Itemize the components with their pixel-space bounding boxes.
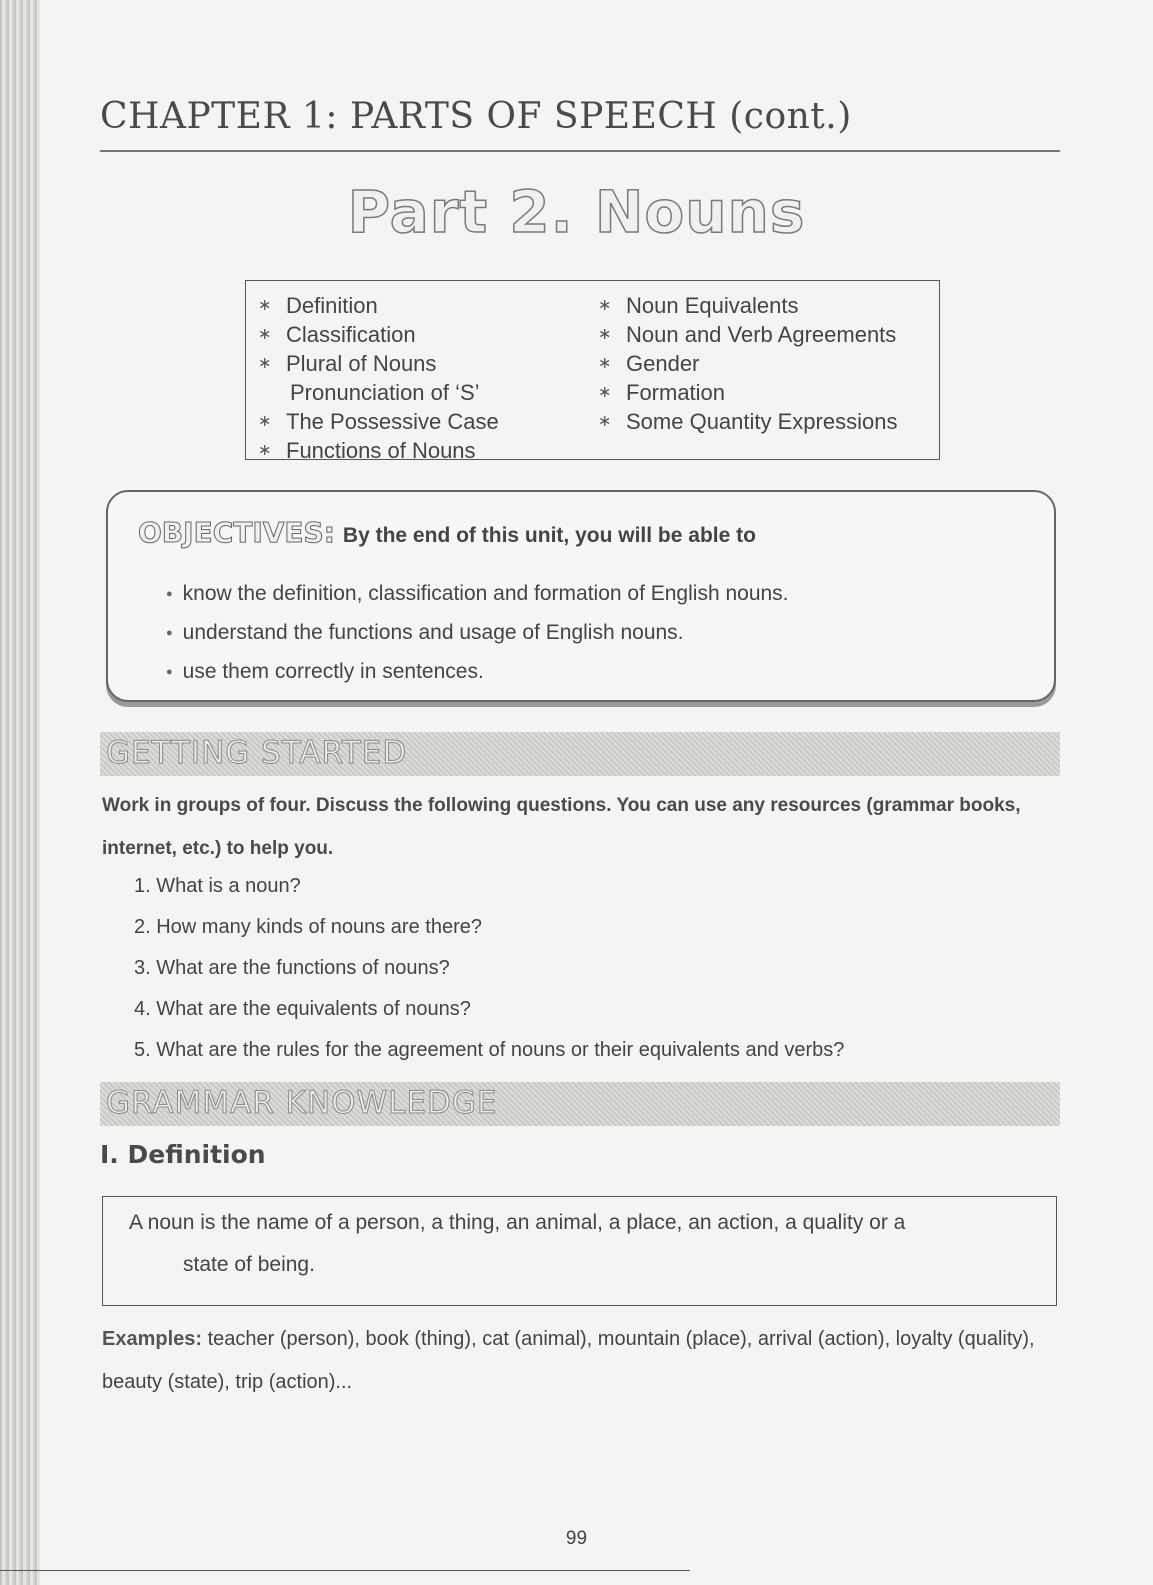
asterisk-icon: ∗ [598,413,612,430]
definition-box [102,1196,1057,1306]
asterisk-icon: ∗ [598,297,612,314]
definition-text-line1: A noun is the name of a person, a thing, an animal, a place, an action, a quality or a [129,1211,906,1234]
asterisk-icon: ∗ [258,442,272,459]
contents-item: ∗ Classification [258,322,416,347]
contents-item: ∗ Plural of Nouns [258,351,437,376]
contents-right-column [598,291,897,436]
objectives-label: OBJECTIVES: [138,516,335,549]
contents-subitem: Pronunciation of ‘S’ [290,380,480,405]
objective-item: ● understand the functions and usage of English nouns. [166,615,789,654]
section-title-definition: I. Definition [100,1140,266,1169]
part-title: Part 2. Nouns [347,178,806,246]
definition-text-line2: state of being. [183,1253,315,1276]
objectives-list [166,576,789,693]
objectives-header [138,516,756,549]
bottom-edge-line [0,1570,690,1571]
asterisk-icon: ∗ [258,413,272,430]
contents-item: ∗ Formation [598,380,726,405]
asterisk-icon: ∗ [258,355,272,372]
contents-left-column [258,291,499,465]
objective-item: ● use them correctly in sentences. [166,654,789,693]
question-item: 4. What are the equivalents of nouns? [134,998,471,1020]
examples-label: Examples: [102,1328,203,1350]
contents-item: ∗ Gender [598,351,700,376]
page-number: 99 [565,1528,588,1549]
contents-box [245,280,940,463]
getting-started-heading: GETTING STARTED [106,735,408,771]
grammar-knowledge-banner [100,1082,1060,1126]
objectives-box [106,490,1056,702]
contents-item: ∗ Noun Equivalents [598,293,799,318]
contents-item: ∗ Some Quantity Expressions [598,409,898,434]
asterisk-icon: ∗ [598,326,612,343]
asterisk-icon: ∗ [598,384,612,401]
examples-text: teacher (person), book (thing), cat (animal), mountain (place), arrival (action), loyalty (quality), beauty (state), trip (action)... [102,1328,1035,1393]
chapter-divider [100,150,1060,152]
chapter-title: CHAPTER 1: PARTS OF SPEECH (cont.) [100,96,852,137]
examples-paragraph [102,1318,1062,1404]
asterisk-icon: ∗ [598,355,612,372]
group-instruction: Work in groups of four. Discuss the following questions. You can use any resources (grammar books, internet, etc.) to help you. [102,795,1021,859]
grammar-knowledge-heading: GRAMMAR KNOWLEDGE [106,1085,498,1121]
contents-item: ∗ Definition [258,293,378,318]
contents-item: ∗ Functions of Nouns [258,438,476,463]
objectives-subtitle: By the end of this unit, you will be able to [342,524,756,547]
question-item: 2. How many kinds of nouns are there? [134,916,482,938]
question-item: 3. What are the functions of nouns? [134,957,450,979]
asterisk-icon: ∗ [258,297,272,314]
objective-item: ● know the definition, classification and formation of English nouns. [166,576,789,615]
contents-item: ∗ Noun and Verb Agreements [598,322,897,347]
discussion-questions [134,866,844,1071]
getting-started-banner [100,732,1060,776]
question-item: 1. What is a noun? [134,875,301,897]
question-item: 5. What are the rules for the agreement of nouns or their equivalents and verbs? [134,1039,845,1061]
asterisk-icon: ∗ [258,326,272,343]
contents-item: ∗ The Possessive Case [258,409,499,434]
